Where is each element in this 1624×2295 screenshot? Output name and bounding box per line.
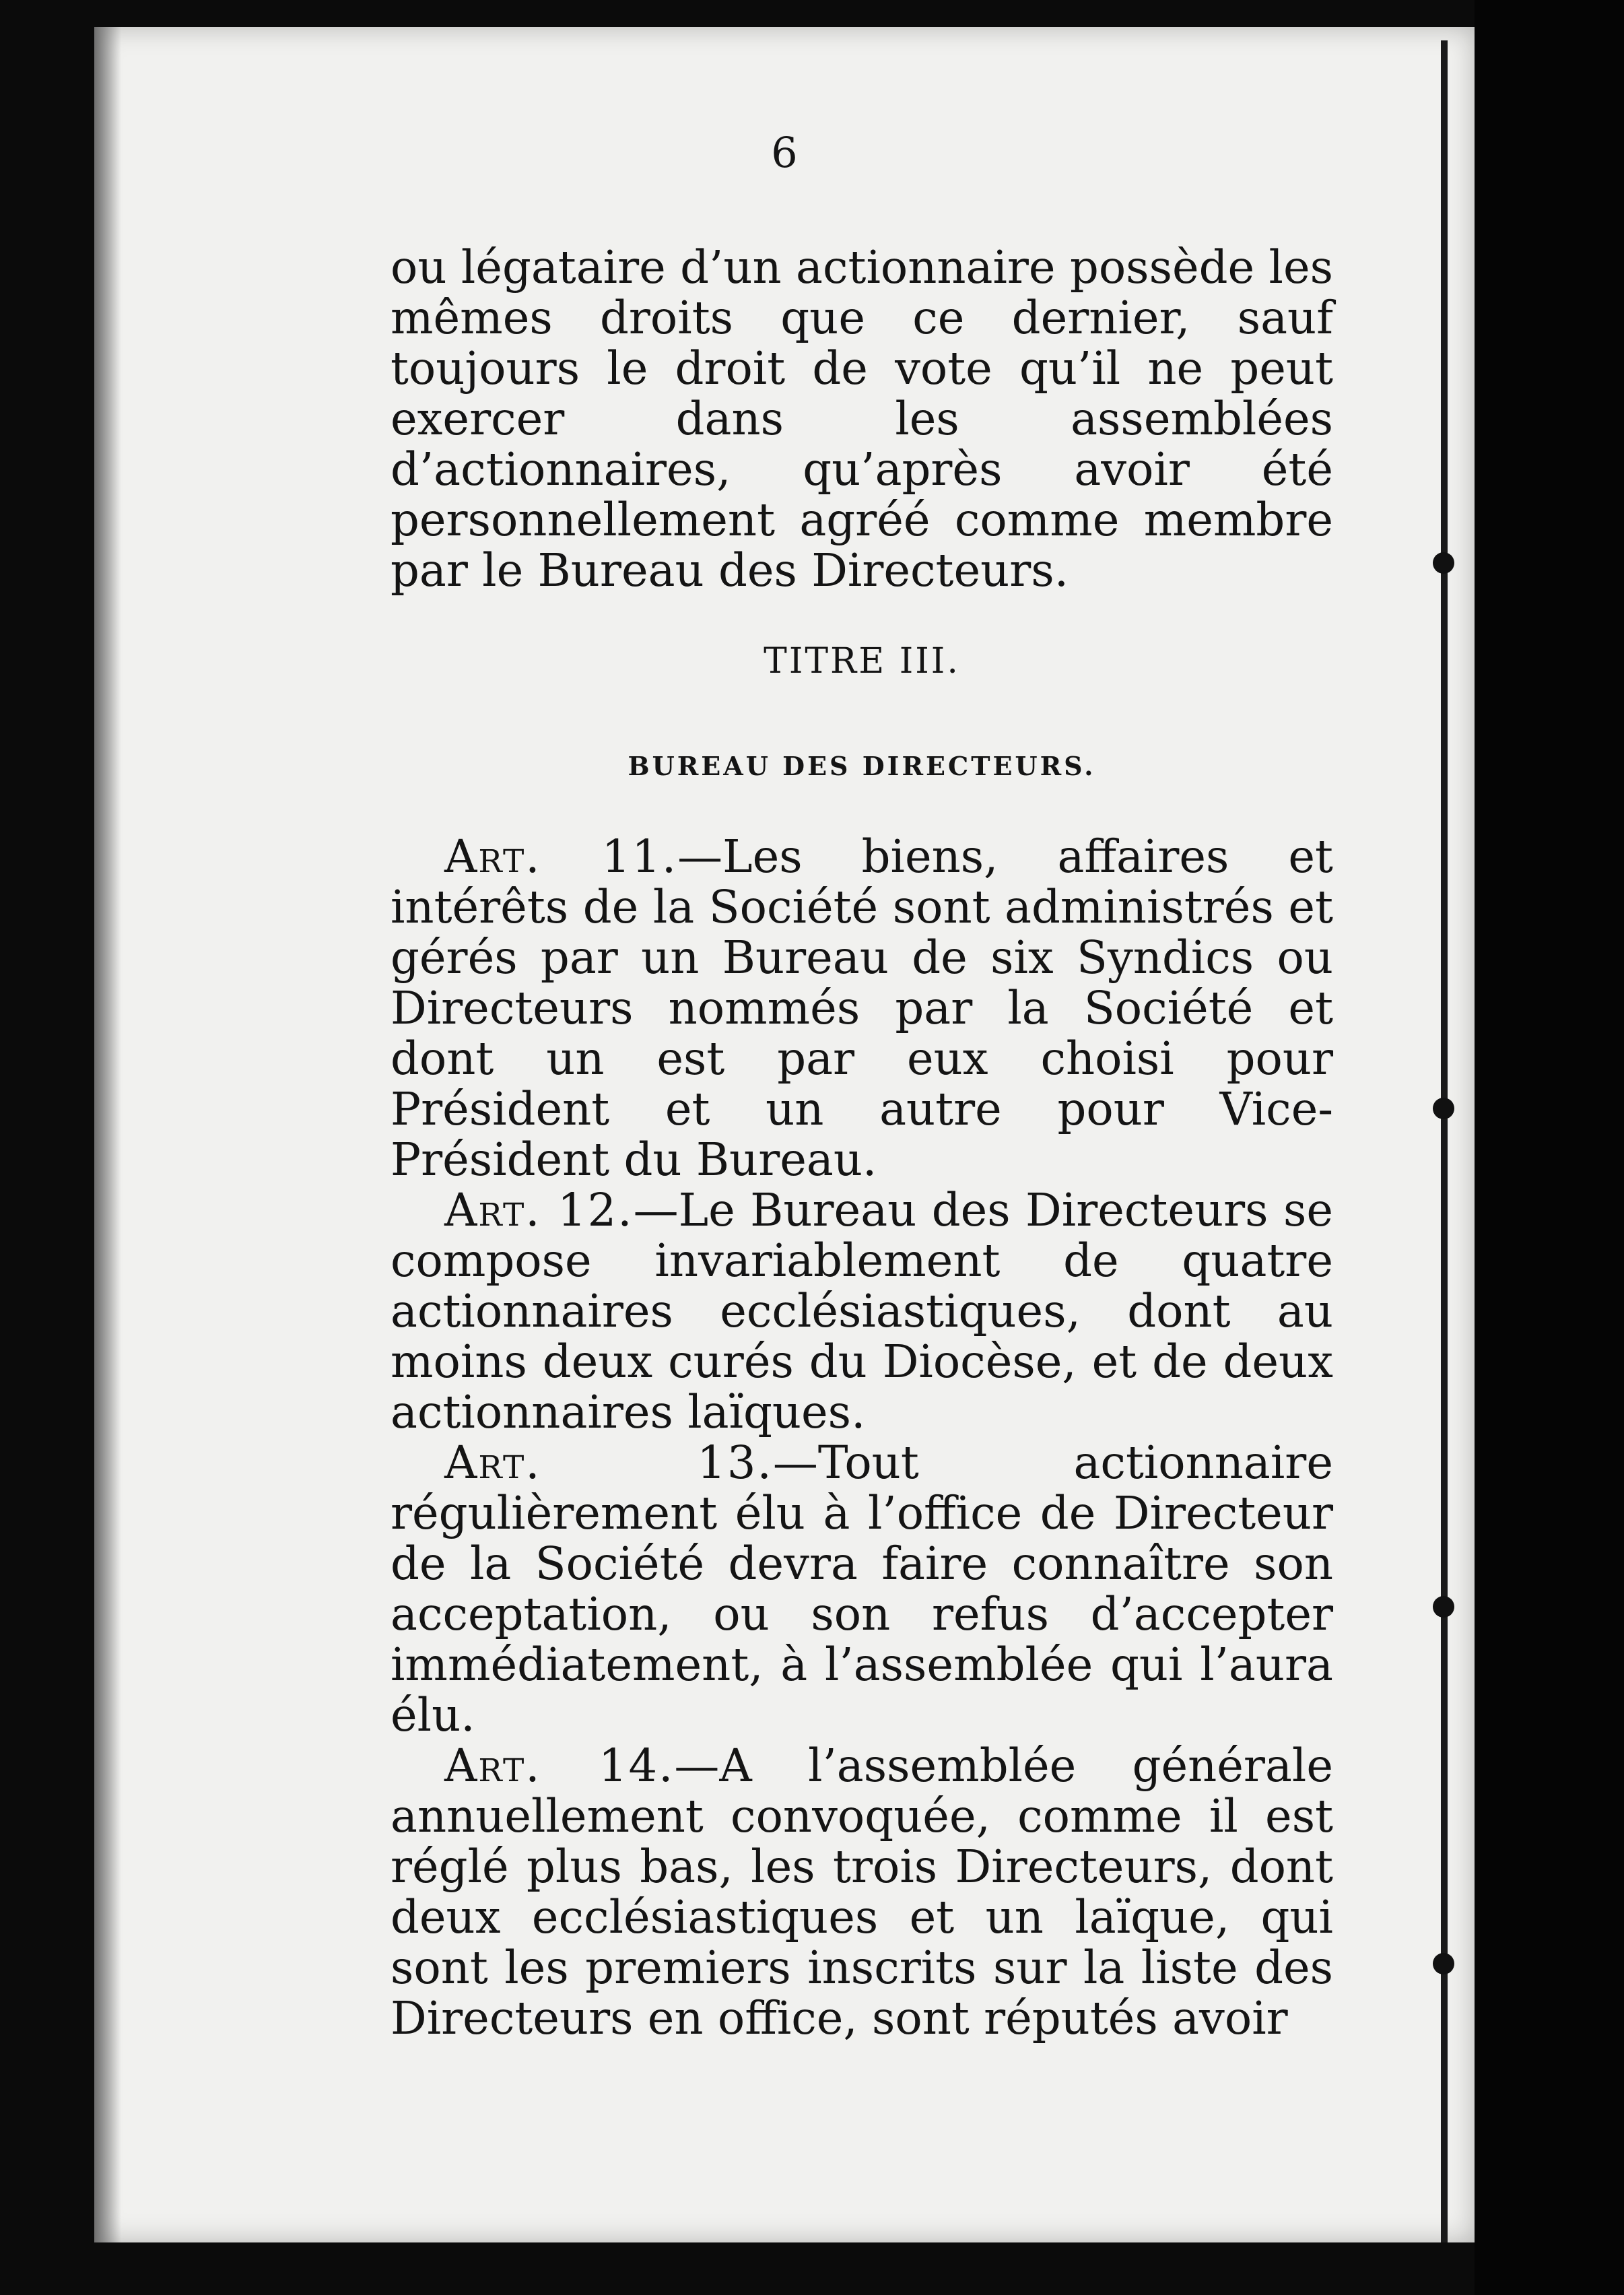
page-text — [391, 242, 1333, 2044]
article-11 — [391, 832, 1333, 1185]
article-text: —Le Bureau des Directeurs se compose invariablement de quatre actionnaires ecclésiastiques, dont au moins deux curés du Diocèse, et de deux actionnaires laïques. — [391, 1184, 1333, 1438]
article-label: Art. 14. — [444, 1739, 675, 1792]
scanned-page — [94, 27, 1475, 2242]
section-title: TITRE III. — [764, 641, 960, 681]
article-text: —Les biens, affaires et intérêts de la Société sont administrés et gérés par un Bureau de six Syndics ou Directeurs nommés par la Société et dont un est par eux choisi pour Président et un autre pour Vice-Président du Bureau. — [391, 830, 1333, 1186]
binding-mark — [1433, 1098, 1454, 1119]
intro-paragraph: ou légataire d’un actionnaire possède les mêmes droits que ce dernier, sauf toujours le droit de vote qu’il ne peut exercer dans les assemblées d’actionnaires, qu’après avoir été personnellement agréé comme membre par le Bureau des Directeurs. — [391, 241, 1333, 597]
article-14 — [391, 1741, 1333, 2044]
binding-rule — [1441, 40, 1448, 2242]
article-label: Art. 11. — [444, 830, 678, 883]
page-number: 6 — [771, 128, 798, 177]
page-edge-shadow — [94, 27, 121, 2242]
scan-background-right — [1475, 0, 1624, 2295]
article-13 — [391, 1438, 1333, 1741]
binding-mark — [1433, 1596, 1454, 1618]
article-12 — [391, 1185, 1333, 1438]
article-label: Art. 12. — [444, 1184, 634, 1236]
article-label: Art. 13. — [444, 1436, 773, 1489]
binding-mark — [1433, 1953, 1454, 1974]
article-text: —A l’assemblée générale annuellement convoquée, comme il est réglé plus bas, les trois Directeurs, dont deux ecclésiastiques et un laïque, qui sont les premiers inscrits sur la liste des Directeurs en office, sont réputés avoir — [391, 1739, 1333, 2044]
section-subtitle: BUREAU DES DIRECTEURS. — [628, 751, 1096, 781]
article-text: —Tout actionnaire régulièrement élu à l’office de Directeur de la Société devra faire connaître son acceptation, ou son refus d’accepter immédiatement, à l’assemblée qui l’aura élu. — [391, 1436, 1333, 1741]
binding-mark — [1433, 552, 1454, 574]
